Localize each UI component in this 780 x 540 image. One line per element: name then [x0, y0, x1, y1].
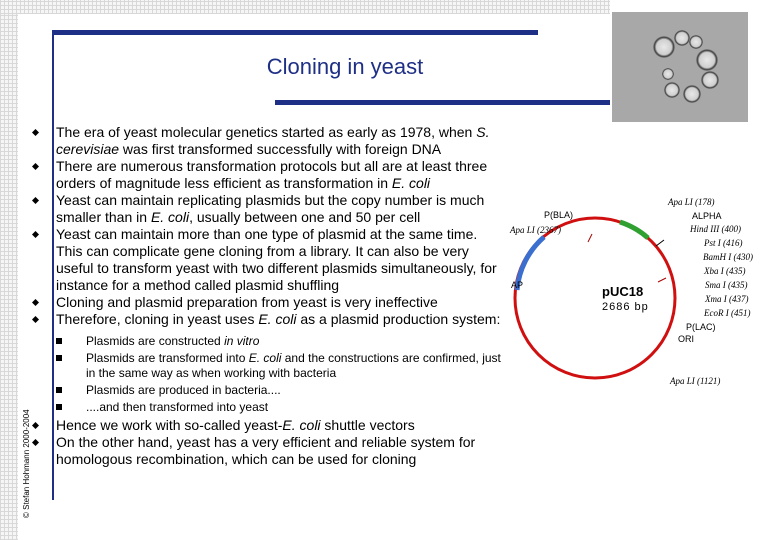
decorative-grid-top — [0, 0, 610, 14]
sub-bullet-italic: E. coli — [248, 351, 282, 365]
bullet-2 — [32, 158, 502, 192]
label-hindiii: Hind III (400) — [690, 224, 741, 234]
label-ap: AP — [511, 280, 524, 290]
bullet-italic: E. coli — [282, 417, 321, 433]
plasmid-size: 2686 bp — [602, 301, 649, 313]
diamond-bullet-icon — [32, 231, 39, 238]
bullet-1 — [32, 124, 502, 158]
bullet-text: Yeast can maintain more than one type of plasmid at the same time. This can complicate gene cloning from a library. It can also be very useful to transform yeast with two different plasmids simultaneously, for instance for a method called plasmid shuffling — [56, 226, 497, 293]
label-apali-178: Apa LI (178) — [668, 197, 715, 207]
sub-bullet-3 — [56, 383, 502, 398]
plasmid-map-puc18 — [500, 190, 770, 390]
label-ori: ORI — [678, 334, 695, 344]
sub-bullet-2 — [56, 351, 502, 381]
square-bullet-icon — [56, 355, 62, 361]
bullet-text: Cloning and plasmid preparation from yeast is very ineffective — [56, 294, 438, 310]
sub-bullet-text: Plasmids are produced in bacteria.... — [86, 383, 281, 397]
diamond-bullet-icon — [32, 129, 39, 136]
bullet-text: The era of yeast molecular genetics started as early as 1978, when — [56, 124, 477, 140]
label-xbai: Xba I (435) — [704, 266, 746, 276]
sub-bullet-text: ....and then transformed into yeast — [86, 400, 269, 414]
sub-bullet-4 — [56, 400, 502, 415]
bullet-5 — [32, 294, 502, 311]
bullet-list — [32, 124, 502, 468]
diamond-bullet-icon — [32, 299, 39, 306]
decorative-grid-left — [0, 0, 18, 540]
label-smai: Sma I (435) — [705, 280, 748, 290]
sub-bullet-list — [56, 334, 502, 415]
bullet-italic: E. coli — [150, 209, 190, 225]
sub-bullet-text: and the constructions are confirmed, just in the same way as when working with bacteria — [86, 351, 501, 380]
bullet-8 — [32, 434, 502, 468]
bullet-italic: E. coli — [258, 311, 297, 327]
bullet-text: Yeast can maintain replicating plasmids but the copy number is much smaller than in — [56, 192, 485, 225]
diamond-bullet-icon — [32, 163, 39, 170]
bullet-text: , usually between one and 50 per cell — [189, 209, 421, 225]
sub-bullet-text: Plasmids are transformed into — [86, 351, 249, 365]
bullet-text: was first transformed successfully with foreign DNA — [119, 141, 442, 157]
diamond-bullet-icon — [32, 316, 39, 323]
bullet-text: as a plasmid production system: — [296, 311, 501, 327]
bullet-text: Therefore, cloning in yeast uses — [56, 311, 259, 327]
bullet-text: Hence we work with so-called yeast- — [56, 417, 283, 433]
label-p-bla: P(BLA) — [544, 210, 574, 220]
square-bullet-icon — [56, 387, 62, 393]
plasmid-name: pUC18 — [602, 284, 644, 299]
title-bar-top — [52, 30, 538, 35]
copyright-notice: © Stefan Hohmann 2000-2004 — [22, 409, 31, 518]
label-apali-1121: Apa LI (1121) — [670, 376, 721, 386]
label-ecori: EcoR I (451) — [704, 308, 751, 318]
label-apali-2367: Apa LI (2367) — [510, 225, 561, 235]
diamond-bullet-icon — [32, 439, 39, 446]
bullet-3 — [32, 192, 502, 226]
square-bullet-icon — [56, 404, 62, 410]
square-bullet-icon — [56, 338, 62, 344]
sub-bullet-text: Plasmids are constructed — [86, 334, 225, 348]
alpha-gene-arc — [620, 222, 648, 238]
label-psti: Pst I (416) — [704, 238, 743, 248]
sub-bullet-italic: in vitro — [224, 334, 260, 348]
diamond-bullet-icon — [32, 197, 39, 204]
bullet-6 — [32, 311, 502, 328]
bullet-4 — [32, 226, 502, 294]
bullet-text: shuttle vectors — [320, 417, 415, 433]
label-xmai: Xma I (437) — [705, 294, 749, 304]
label-bamhi: BamH I (430) — [703, 252, 753, 262]
title-bar-bottom — [275, 100, 610, 105]
bullet-text: On the other hand, yeast has a very efficient and reliable system for homologous recombination, which can be used for cloning — [56, 434, 476, 467]
bullet-7 — [32, 417, 502, 434]
bullet-text: There are numerous transformation protocols but all are at least three orders of magnitude less efficient as transformation in — [56, 158, 488, 191]
bullet-italic: E. coli — [391, 175, 431, 191]
yeast-micrograph — [612, 12, 748, 122]
label-alpha: ALPHA — [692, 211, 722, 221]
bullet-italic: S. cerevisiae — [56, 124, 490, 157]
label-plac: P(LAC) — [686, 322, 716, 332]
page-title: Cloning in yeast — [266, 54, 424, 79]
sub-bullet-1 — [56, 334, 502, 349]
diamond-bullet-icon — [32, 422, 39, 429]
